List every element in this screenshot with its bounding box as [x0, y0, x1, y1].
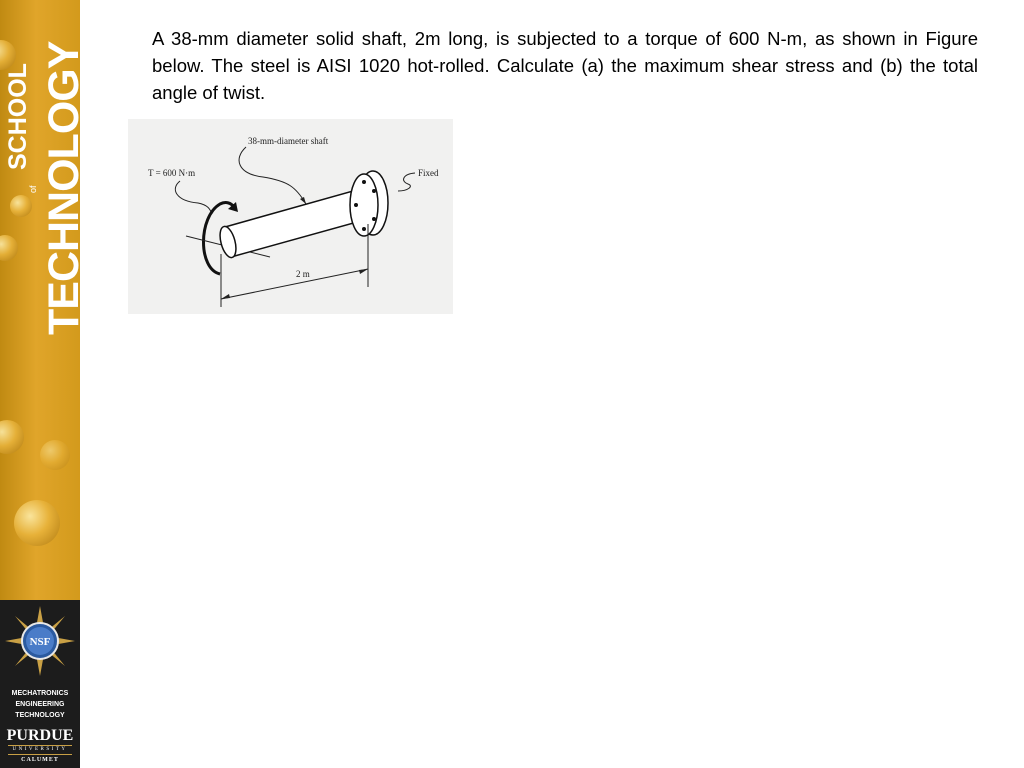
purdue-logo — [2, 728, 78, 766]
dimension-line — [221, 269, 368, 299]
torque-label: T = 600 N·m — [148, 168, 196, 178]
problem-statement: A 38-mm diameter solid shaft, 2m long, is subjected to a torque of 600 N-m, as shown in Figure below. The steel is AISI 1020 hot-rolled. Calculate (a) the maximum shear stress and (b) the total angle of twist. — [152, 28, 978, 103]
shaft-leader-arrow — [300, 197, 306, 204]
brand-school-text: SCHOOL — [4, 63, 32, 170]
length-label: 2 m — [296, 269, 310, 279]
purdue-wordmark: PURDUE — [6, 727, 74, 744]
sidebar-banner — [0, 0, 88, 600]
nsf-logo — [3, 604, 77, 678]
university-label: UNIVERSITY — [8, 745, 72, 755]
torque-leader-line — [175, 181, 212, 214]
flange-bolt-icon — [354, 203, 358, 207]
program-line: MECHATRONICS — [11, 690, 69, 697]
flange-bolt-icon — [362, 227, 366, 231]
flange-bolt-icon — [362, 180, 366, 184]
fixed-label: Fixed — [418, 168, 439, 178]
flange-bolt-icon — [372, 217, 376, 221]
brand-technology-text: TECHNOLOGY — [40, 41, 88, 335]
shaft-label: 38-mm-diameter shaft — [248, 136, 329, 146]
flange-bolt-icon — [372, 189, 376, 193]
shaft-leader-line — [239, 147, 306, 204]
dimension-arrow-left — [221, 294, 230, 299]
school-of-technology-brand — [0, 0, 88, 600]
nsf-label: NSF — [29, 636, 51, 648]
campus-label: CALUMET — [21, 757, 59, 763]
program-name — [2, 688, 78, 721]
program-line: TECHNOLOGY — [15, 712, 65, 719]
shaft-body — [225, 189, 368, 257]
dimension-arrow-right — [359, 269, 368, 274]
logo-block — [0, 600, 80, 768]
brand-of-text: of — [28, 185, 38, 193]
shaft-figure — [128, 119, 453, 314]
program-line: ENGINEERING — [15, 701, 65, 708]
fixed-leader-line — [398, 173, 415, 191]
